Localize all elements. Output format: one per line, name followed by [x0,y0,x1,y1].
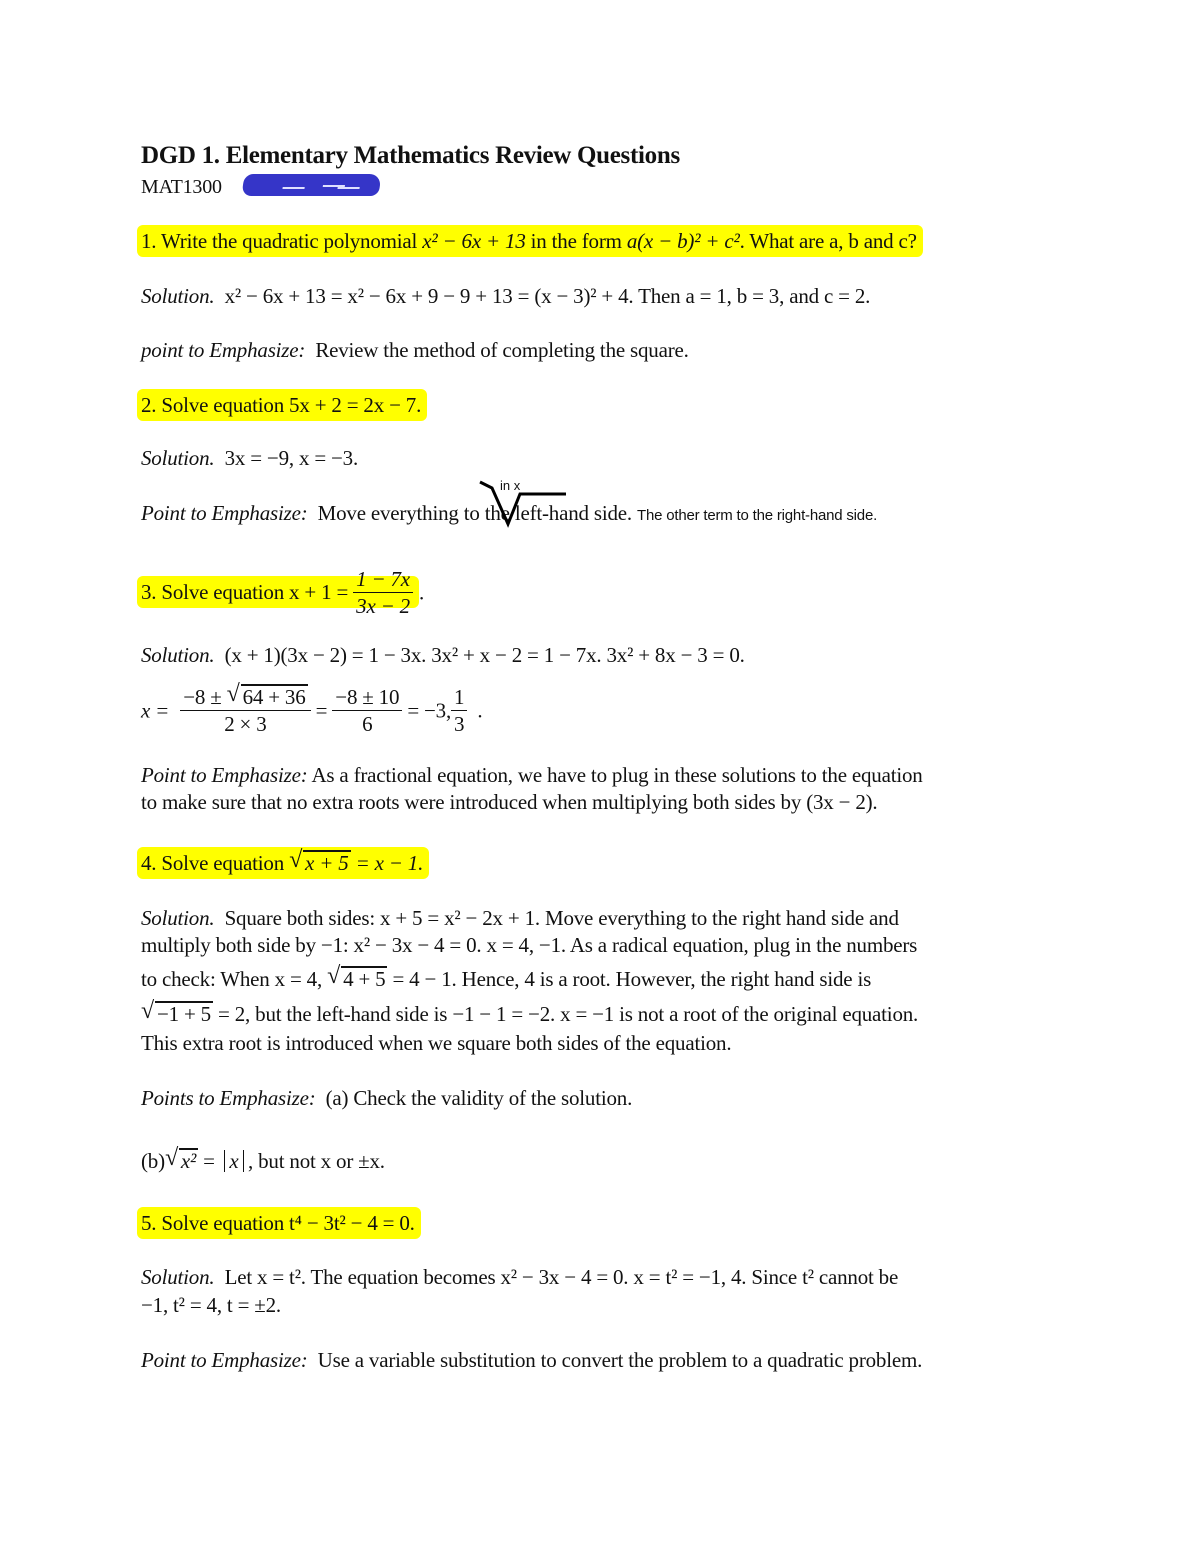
sqrt-symbol [141,1001,213,1027]
question-2 [141,392,427,418]
q5-emphasis [141,1347,922,1373]
q4-line3-suffix: = 4 − 1. Hence, 4 is a root. However, the right hand side is [387,967,872,991]
emphasis-label: Point to Emphasize: [141,501,308,525]
sqrt-symbol [227,684,308,710]
q4-line4-suffix: = 2, but the left-hand side is −1 − 1 = −2. x = −1 is not a root of the original equation. [213,1002,919,1026]
course-code: MAT1300 [141,176,222,198]
question-4 [141,850,429,876]
q4-solution-line3 [141,966,871,992]
document-title: DGD 1. Elementary Mathematics Review Questions [141,142,680,169]
abs-bar-left [224,1150,226,1172]
q3-frac1 [180,684,310,737]
emphasis-label: Point to Emphasize: [141,1348,308,1372]
handwritten-annotation-note: The other term to the right-hand side. [637,507,878,524]
q4-emphasis-b-prefix: (b) [141,1149,165,1173]
q4-emphasis-b-suffix: , but not x or ±x. [248,1149,385,1173]
q1-emphasis [141,337,689,363]
q3-frac2-num: −8 ± 10 [332,684,402,711]
q4-emphasis-b-radicand: x² [180,1149,197,1173]
emphasis-label: Points to Emphasize: [141,1086,316,1110]
q4-emphasis-b [141,1148,385,1174]
q4-solution-line4 [141,1001,918,1027]
question-1-highlight [137,225,923,257]
q3-quadratic-formula: x = $\frac{-8 \pm √ 64 + 36}{2 \times 3}$ = $\frac{-8 \pm 10}{6}$ = −3, $\frac{1}{3}$ . [141,686,482,739]
solution-label: Solution. [141,906,215,930]
q3-solution-text: (x + 1)(3x − 2) = 1 − 3x. 3x² + x − 2 = 1 − 7x. 3x² + 8x − 3 = 0. [224,643,745,667]
annotation-insert-text: in x [500,478,521,493]
q4-solution-text1: Square both sides: x + 5 = x² − 2x + 1. Move everything to the right hand side and [224,906,899,930]
abs-bar-right [243,1150,245,1172]
q4-radicand: x + 5 [305,851,349,875]
sqrt-symbol [289,850,351,876]
q1-prompt-suffix: . What are a, b and c? [739,229,917,253]
q4-line3-prefix: to check: When x = 4, [141,967,328,991]
q3-root2-den: 3 [454,712,465,736]
q5-solution-line1 [141,1264,898,1290]
q3-frac1-num [180,684,310,711]
question-5 [141,1210,421,1236]
q5-solution-line2: −1, t² = 4, t = ±2. [141,1293,281,1317]
insertion-caret-icon [478,478,568,528]
q4-solution-line5: This extra root is introduced when we square both sides of the equation. [141,1031,732,1055]
emphasis-label: Point to Emphasize: [141,763,308,787]
q3-fraction-num: 1 − 7x [353,566,413,593]
q4-line4-radicand: −1 + 5 [157,1002,211,1026]
sqrt-symbol [327,966,387,992]
q1-prompt-form: a(x − b)² + c² [626,229,740,253]
q4-emphasis-b-abs: x [229,1149,239,1173]
q3-prompt-prefix: 3. Solve equation x + 1 = [141,580,354,605]
q1-solution [141,283,870,309]
q3-fraction [353,566,413,619]
q3-frac1-den: 2 × 3 [224,712,267,736]
q3-root2 [451,684,467,737]
emphasis-label: point to Emphasize: [141,338,306,362]
q4-emphasis-a-text: (a) Check the validity of the solution. [325,1086,633,1110]
q4-line3-radicand: 4 + 5 [343,967,386,991]
q4-emphasis-b-eq: = [203,1149,215,1173]
question-3: 3. Solve equation x + 1 = $\frac{1 - 7x}{3x - 2}$ . [141,568,424,621]
q1-solution-text: x² − 6x + 13 = x² − 6x + 9 − 9 + 13 = (x − 3)² + 4. Then a = 1, b = 3, and c = 2. [224,284,871,308]
q2-solution-text: 3x = −9, x = −3. [224,446,359,470]
q5-solution-text1: Let x = t². The equation becomes x² − 3x − 4 = 0. x = t² = −1, 4. Since t² cannot be [224,1265,899,1289]
question-4-highlight [137,847,429,879]
q3-solution [141,642,745,668]
q1-prompt-mid: in the form [525,229,627,253]
solution-label: Solution. [141,284,215,308]
q3-emphasis-line1: As a fractional equation, we have to plug in these solutions to the equation [311,763,923,787]
sqrt-symbol [165,1148,198,1174]
q3-frac2-den: 6 [362,712,373,736]
q1-emphasis-text: Review the method of completing the square. [315,338,689,362]
q3-frac1-num-prefix: −8 ± [183,685,227,709]
q3-emphasis-line2: to make sure that no extra roots were introduced when multiplying both sides by (3x − 2). [141,790,878,814]
question-5-highlight: 5. Solve equation t⁴ − 3t² − 4 = 0. [137,1207,421,1239]
q5-emphasis-text: Use a variable substitution to convert the problem to a quadratic problem. [317,1348,923,1372]
question-3-highlight [137,567,419,618]
q3-root2-num: 1 [451,684,467,711]
q2-solution [141,445,358,471]
solution-label: Solution. [141,446,215,470]
question-2-highlight: 2. Solve equation 5x + 2 = 2x − 7. [137,389,427,421]
q3-frac2 [332,684,402,737]
q4-prompt-suffix: = x − 1. [350,851,424,875]
q3-formula-lhs: x = [141,698,170,723]
q3-fraction-den: 3x − 2 [356,594,410,618]
q3-roots: = −3, [407,698,452,723]
solution-label: Solution. [141,643,215,667]
q1-prompt-prefix: 1. Write the quadratic polynomial [141,229,423,253]
q4-solution-line1 [141,905,899,931]
q4-prompt-prefix: 4. Solve equation [141,851,290,875]
redaction-scribble [241,174,381,196]
q4-emphasis-a [141,1085,632,1111]
question-1 [141,228,923,254]
q3-radicand: 64 + 36 [242,685,306,709]
q3-emphasis [141,762,923,788]
q1-prompt-expr: x² − 6x + 13 [422,229,526,253]
solution-label: Solution. [141,1265,215,1289]
q4-solution-line2: multiply both side by −1: x² − 3x − 4 = 0. x = 4, −1. As a radical equation, plug in the numbers [141,933,918,957]
q2-emphasis-text: Move everything to the left-hand side. [317,501,632,525]
